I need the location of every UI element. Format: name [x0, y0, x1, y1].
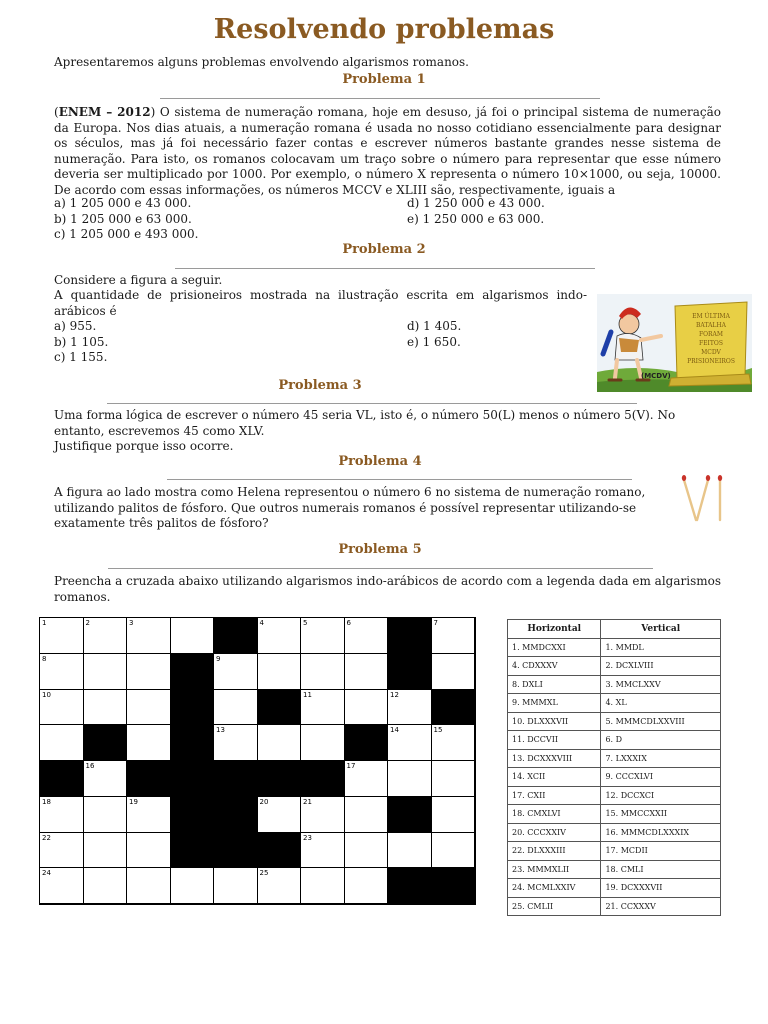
horizontal-clue: 20. CCCXXIV — [508, 823, 601, 842]
crossword-cell[interactable] — [258, 654, 302, 690]
tablet-line-1: EM ÚLTIMA — [692, 313, 730, 320]
clue-row — [508, 694, 721, 713]
problem1-text: (ENEM – 2012) O sistema de numeração romana, hoje em desuso, já foi o principal sistema de numeração da Europa. Nos dias atuais, a numeração romana é usada no nosso cotidiano essencialmente para designar os séculos, mas já foi necessário fazer contas e escrever números bastante grandes nesse sistema de numeração. Para isto, os romanos colocavam um traço sobre o número para representar que esse número deveria ser multiplicado por 1000. Por exemplo, o número X representa o número 10×1000, ou seja, 10000. De acordo com essas informações, os números MCCV e XLIII são, respectivamente, iguais a — [54, 105, 721, 197]
crossword-cell[interactable] — [388, 833, 432, 869]
option-b: b) 1 205 000 e 63 000. — [54, 211, 192, 226]
crossword-cell[interactable] — [84, 761, 128, 797]
clue-number: 18 — [42, 797, 51, 806]
crossword-cell[interactable] — [214, 690, 258, 726]
clue-number: 20 — [259, 797, 269, 806]
crossword-black-cell — [84, 725, 128, 761]
problem1-options — [54, 196, 707, 243]
tablet-line-4: FEITOS — [699, 340, 723, 347]
clue-number: 21 — [303, 797, 312, 806]
crossword-cell[interactable] — [40, 725, 84, 761]
clue-row — [508, 897, 721, 916]
intro-text: Apresentaremos alguns problemas envolvendo algarismos romanos. — [54, 55, 469, 69]
crossword-cell[interactable] — [301, 690, 345, 726]
clue-row — [508, 786, 721, 805]
crossword-black-cell — [214, 761, 258, 797]
crossword-cell[interactable] — [432, 833, 476, 869]
clue-row — [508, 805, 721, 824]
problem3-heading: Problema 3 — [278, 378, 362, 393]
option-a: a) 955. — [54, 319, 97, 333]
problem1-heading: Problema 1 — [342, 72, 426, 87]
problem3-divider — [107, 403, 637, 404]
clue-row — [508, 823, 721, 842]
crossword-cell[interactable] — [345, 690, 389, 726]
clue-number: 2 — [85, 619, 90, 627]
illustration-caption: (MCDV) — [641, 372, 671, 380]
crossword-cell[interactable] — [301, 654, 345, 690]
horizontal-clue: 1. MMDCXXI — [508, 638, 601, 657]
crossword-grid[interactable] — [39, 617, 476, 905]
crossword-cell[interactable] — [258, 797, 302, 833]
clue-number: 16 — [85, 762, 95, 770]
clue-number: 1 — [42, 619, 47, 627]
crossword-cell[interactable] — [258, 725, 302, 761]
clue-number: 22 — [42, 833, 51, 842]
option-e: e) 1 250 000 e 63 000. — [407, 211, 545, 226]
crossword-black-cell — [432, 690, 476, 726]
clue-rows — [508, 638, 721, 916]
vertical-clue: 4. XL — [601, 694, 721, 713]
option-e: e) 1 650. — [407, 334, 461, 349]
vertical-clue: 18. CMLI — [601, 860, 721, 879]
crossword-cell[interactable] — [432, 761, 476, 797]
clue-number: 25 — [259, 869, 269, 878]
vertical-clue: 15. MMCCXXII — [601, 805, 721, 824]
problem5-text: Preencha a cruzada abaixo utilizando algarismos indo-arábicos de acordo com a legenda dada em algarismos romanos. — [54, 574, 721, 604]
crossword-black-cell — [171, 654, 215, 690]
clue-number: 15 — [433, 726, 443, 735]
clue-number: 17 — [346, 762, 356, 770]
clue-number: 5 — [303, 619, 308, 627]
crossword-cell[interactable] — [301, 868, 345, 904]
clue-number: 12 — [390, 690, 399, 699]
horizontal-clue: 17. CXII — [508, 786, 601, 805]
crossword-cell[interactable] — [345, 761, 389, 797]
tablet-line-2: BATALHA — [696, 322, 726, 329]
horizontal-clue: 9. MMMXL — [508, 694, 601, 713]
horizontal-clue: 13. DCXXXVIII — [508, 749, 601, 768]
clue-number: 8 — [42, 654, 47, 663]
crossword-cell[interactable] — [214, 725, 258, 761]
crossword-black-cell — [388, 868, 432, 904]
crossword-black-cell — [388, 654, 432, 690]
crossword-cell[interactable] — [40, 868, 84, 904]
vertical-clue: 5. MMMCDLXXVIII — [601, 712, 721, 731]
crossword-cell[interactable] — [388, 690, 432, 726]
crossword-black-cell — [40, 761, 84, 797]
problem2-divider — [175, 268, 595, 269]
crossword-black-cell — [214, 797, 258, 833]
crossword-cell[interactable] — [84, 868, 128, 904]
problem4-divider — [167, 479, 632, 480]
vertical-clue: 16. MMMCDLXXXIX — [601, 823, 721, 842]
vertical-clue: 7. LXXXIX — [601, 749, 721, 768]
crossword-cell[interactable] — [127, 797, 171, 833]
crossword-black-cell — [258, 761, 302, 797]
horizontal-clue: 25. CMLII — [508, 897, 601, 916]
crossword-cell[interactable] — [127, 833, 171, 869]
crossword-cell[interactable] — [432, 725, 476, 761]
clue-number: 23 — [303, 833, 312, 842]
clue-row — [508, 768, 721, 787]
crossword-cell[interactable] — [127, 690, 171, 726]
clue-number: 10 — [42, 690, 51, 699]
vertical-clue: 17. MCDII — [601, 842, 721, 861]
crossword-cell[interactable] — [301, 833, 345, 869]
page-title: Resolvendo problemas — [213, 14, 555, 45]
clue-row — [508, 675, 721, 694]
crossword-black-cell — [432, 868, 476, 904]
option-d: d) 1 405. — [407, 319, 462, 333]
tablet-line-5: MCDV — [701, 349, 721, 356]
crossword-cell[interactable] — [40, 690, 84, 726]
problem3-text: Uma forma lógica de escrever o número 45 seria VL, isto é, o número 50(L) menos o número 5(V). No entanto, escrevemos 45 como XLV. — [54, 408, 676, 438]
crossword-cell[interactable] — [171, 868, 215, 904]
problem4-text: A figura ao lado mostra como Helena representou o número 6 no sistema de numeração romano, utilizando palitos de fósforo. Que outros numerais romanos é possível representar utilizando-se exatamente três palitos de fósforo? — [54, 485, 646, 531]
problem5-divider — [108, 568, 653, 569]
problem1-divider — [160, 98, 600, 99]
problem2-line2: A quantidade de prisioneiros mostrada na ilustração escrita em algarismos indo-arábicos é — [54, 288, 587, 318]
crossword-cell[interactable] — [432, 797, 476, 833]
crossword-cell[interactable] — [84, 618, 128, 654]
problem1-statement: O sistema de numeração romana, hoje em desuso, já foi o principal sistema de numeração da Europa. Nos dias atuais, a numeração romana é usada no nosso cotidiano essencialmente para designar os séculos, mas já foi necessário fazer contas e escrever números bastante grandes nesse sistema de numeração. Para isto, os romanos colocavam um traço sobre o número para representar que esse número deveria ser multiplicado por 1000. Por exemplo, o número X representa o número 10×1000, ou seja, 10000. De acordo com essas informações, os números MCCV e XLIII são, respectivamente, iguais a — [54, 105, 721, 197]
clue-number: 11 — [303, 690, 312, 699]
clue-row — [508, 879, 721, 898]
horizontal-clue: 10. DLXXXVII — [508, 712, 601, 731]
vertical-clue: 19. DCXXXVII — [601, 879, 721, 898]
problem5-heading: Problema 5 — [338, 542, 422, 557]
crossword-cell[interactable] — [171, 618, 215, 654]
crossword-cell[interactable] — [40, 833, 84, 869]
crossword-black-cell — [127, 761, 171, 797]
crossword-black-cell — [345, 725, 389, 761]
tablet-line-6: PRISIONEIROS — [687, 358, 735, 365]
crossword-cell[interactable] — [127, 618, 171, 654]
clue-table — [507, 619, 721, 916]
horizontal-header: Horizontal — [508, 620, 601, 639]
crossword-black-cell — [171, 833, 215, 869]
crossword-black-cell — [258, 690, 302, 726]
crossword-cell[interactable] — [301, 797, 345, 833]
crossword-cell[interactable] — [214, 868, 258, 904]
vertical-clue: 3. MMCLXXV — [601, 675, 721, 694]
crossword-cell[interactable] — [40, 797, 84, 833]
clue-row — [508, 860, 721, 879]
crossword-cell[interactable] — [127, 868, 171, 904]
crossword-cell[interactable] — [84, 690, 128, 726]
horizontal-clue: 23. MMMXLII — [508, 860, 601, 879]
clue-number: 7 — [433, 619, 438, 627]
crossword-cell[interactable] — [345, 654, 389, 690]
crossword-black-cell — [388, 797, 432, 833]
clue-row — [508, 731, 721, 750]
clue-number: 24 — [42, 869, 51, 878]
option-c: c) 1 155. — [54, 350, 108, 365]
clue-row — [508, 712, 721, 731]
crossword-black-cell — [258, 833, 302, 869]
vertical-clue: 6. D — [601, 731, 721, 750]
crossword-cell[interactable] — [388, 725, 432, 761]
clue-number: 3 — [129, 619, 134, 627]
horizontal-clue: 11. DCCVII — [508, 731, 601, 750]
crossword-black-cell — [171, 690, 215, 726]
crossword-cell[interactable] — [214, 654, 258, 690]
crossword-cell[interactable] — [258, 618, 302, 654]
clue-number: 19 — [129, 797, 138, 806]
tablet-line-3: FORAM — [698, 331, 724, 338]
crossword-cell[interactable] — [84, 654, 128, 690]
crossword-cell[interactable] — [388, 761, 432, 797]
vertical-clue: 21. CCXXXV — [601, 897, 721, 916]
problem1-source: ENEM – 2012 — [58, 105, 151, 119]
crossword-cell[interactable] — [127, 654, 171, 690]
crossword-cell[interactable] — [258, 868, 302, 904]
clue-number: 9 — [216, 654, 221, 663]
vertical-clue: 12. DCCXCI — [601, 786, 721, 805]
option-a: a) 1 205 000 e 43 000. — [54, 196, 192, 210]
matchsticks-vi-figure — [678, 472, 728, 524]
clue-number: 13 — [216, 726, 225, 735]
crossword-black-cell — [171, 761, 215, 797]
clue-number: 4 — [259, 619, 264, 627]
problem4-heading: Problema 4 — [338, 454, 422, 469]
clue-row — [508, 842, 721, 861]
crossword-cell[interactable] — [301, 618, 345, 654]
horizontal-clue: 4. CDXXXV — [508, 657, 601, 676]
horizontal-clue: 24. MCMLXXIV — [508, 879, 601, 898]
crossword-cell[interactable] — [345, 797, 389, 833]
horizontal-clue: 14. XCII — [508, 768, 601, 787]
horizontal-clue: 8. DXLI — [508, 675, 601, 694]
crossword-black-cell — [171, 725, 215, 761]
vertical-header: Vertical — [601, 620, 721, 639]
option-c: c) 1 205 000 e 493 000. — [54, 227, 199, 242]
crossword-black-cell — [214, 618, 258, 654]
crossword-black-cell — [214, 833, 258, 869]
crossword-black-cell — [171, 797, 215, 833]
vertical-clue: 1. MMDL — [601, 638, 721, 657]
clue-number: 14 — [390, 726, 399, 735]
horizontal-clue: 22. DLXXXIII — [508, 842, 601, 861]
crossword-cell[interactable] — [345, 868, 389, 904]
crossword-cell[interactable] — [432, 618, 476, 654]
crossword-cell[interactable] — [40, 618, 84, 654]
problem3-question: Justifique porque isso ocorre. — [54, 439, 234, 453]
crossword-black-cell — [388, 618, 432, 654]
clue-row — [508, 638, 721, 657]
crossword-black-cell — [301, 761, 345, 797]
vertical-clue: 2. DCXLVIII — [601, 657, 721, 676]
clue-number: 6 — [346, 619, 351, 627]
problem2-heading: Problema 2 — [342, 242, 426, 257]
crossword-cell[interactable] — [40, 654, 84, 690]
option-d: d) 1 250 000 e 43 000. — [407, 196, 545, 210]
crossword-cell[interactable] — [345, 833, 389, 869]
option-b: b) 1 105. — [54, 334, 109, 349]
clue-row — [508, 657, 721, 676]
crossword-cell[interactable] — [432, 654, 476, 690]
vertical-clue: 9. CCCXLVI — [601, 768, 721, 787]
problem2-line1: Considere a figura a seguir. — [54, 273, 223, 287]
crossword-cell[interactable] — [127, 725, 171, 761]
horizontal-clue: 18. CMXLVI — [508, 805, 601, 824]
clue-row — [508, 749, 721, 768]
crossword-cell[interactable] — [84, 797, 128, 833]
crossword-cell[interactable] — [84, 833, 128, 869]
crossword-cell[interactable] — [345, 618, 389, 654]
crossword-cell[interactable] — [301, 725, 345, 761]
